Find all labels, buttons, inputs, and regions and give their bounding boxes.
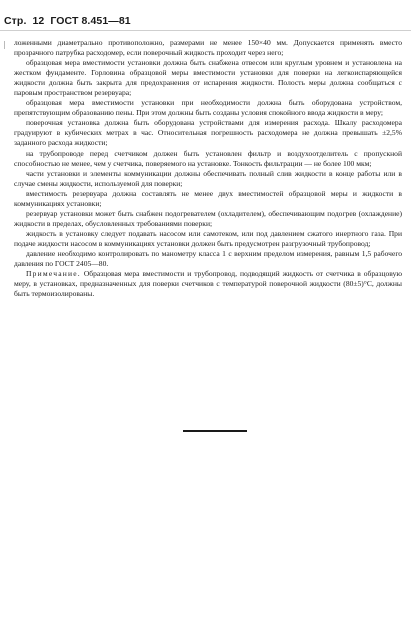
paragraph: образцовая мера вместимости установки должна быть снабжена отвесом или круглым уровнем и установлена на жестком фундаменте. Горловина образцовой меры вместимости установки для поверки на легкоиспаряющейся жидкости должна быть закрыта для предохранения от испарения жидкости. Полость меры должна сообщаться с паровым пространством резервуара; [14,58,402,98]
body-text [14,38,402,299]
page-number: 12 [32,15,45,27]
paragraph: на трубопроводе перед счетчиком должен быть установлен фильтр и воздухоотделитель с пропускной способностью не менее, чем у счетчика, поверяемого на установке. Тонкость фильтрации — не более 100 мкм; [14,148,402,168]
header-rule [0,30,411,31]
end-separator [183,430,247,432]
paragraph: части установки и элементы коммуникации должны обеспечивать полный слив жидкости в конце работы или в случае смены жидкости, используемой для поверки; [14,168,402,188]
page-header [4,15,131,27]
note-paragraph [14,269,402,299]
paragraph: образцовая мера вместимости установки при необходимости должна быть оборудована устройством, препятствующим образованию пены. При этом должны быть созданы условия спокойного ввода жидкости в меру; [14,98,402,118]
note-label: Примечание. [26,269,81,279]
paragraph: жидкость в установку следует подавать насосом или самотеком, или под давлением сжатого инертного газа. При подаче жидкости насосом в коммуникациях установки должен быть предусмотрен разгрузочный трубопровод; [14,228,402,248]
standard-code: ГОСТ 8.451—81 [50,15,131,27]
paragraph: ложенными диаметрально противоположно, размерами не менее 150×40 мм. Допускается применять вместо прозрачного патрубка расходомер, если поверочный жидкость проходит через него; [14,38,402,58]
page-label: Стр. [4,15,27,27]
paragraph: давление необходимо контролировать по манометру класса 1 с верхним пределом измерения, равным 1,5 рабочего давления по ГОСТ 2405—80. [14,248,402,269]
paragraph: вместимость резервуара должна составлять не менее двух вместимостей образцовой меры и жидкости в коммуникациях установки; [14,188,402,208]
paragraph: резервуар установки может быть снабжен подогревателем (охладителем), обеспечивающим подогрев (охлаждение) жидкости в пределах, обусловленных требованиями поверки; [14,208,402,228]
paragraph: поверочная установка должна быть оборудована устройствами для измерения расхода. Шкалу расходомера градуируют в кубических метрах в час. Относительная погрешность расходомера не должна превышать ±2,5% заданного расхода жидкости; [14,118,402,148]
note-text: Образцовая мера вместимости и трубопровод, подводящий жидкость от счетчика в образцовую меру, в установках, предназначенных для поверки счетчиков с температурой поверочной жидкости (80±5)°С, должны быть термоизолированы. [14,269,402,299]
margin-mark: | [4,40,6,49]
